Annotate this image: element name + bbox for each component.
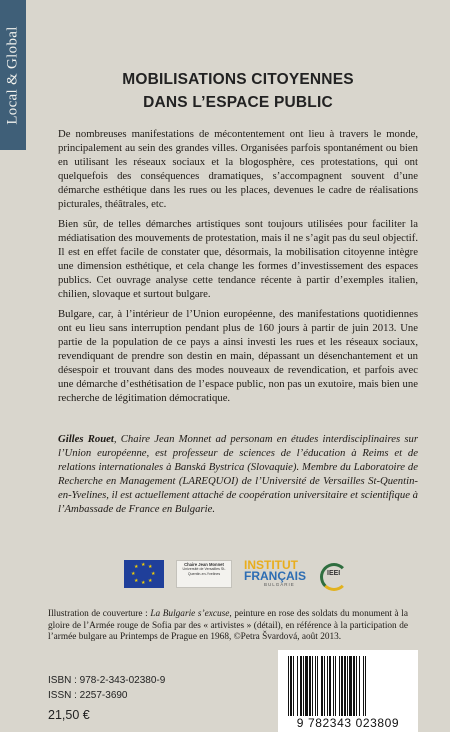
partner-logos [124, 557, 348, 591]
eu-flag-icon: ★ ★ ★ ★ ★ ★ ★ ★ [124, 560, 164, 588]
blurb-paragraph-2: Bien sûr, de telles démarches artistiques sont toujours utilisées pour faciliter la médiatisation des mouvements de protestation, mais il ne s’agit pas du seul objectif. Il est en effet facile de constater que, désormais, la mobilisation citoyenne intègre une dimension esthétique, et cela change les formes d’investissement des espaces publics. Cet ouvrage analyse cette tendance récente à partir d’exemples italien, chilien, slovaque et surtout bulgare. [58, 218, 418, 300]
series-label: Local & Global [4, 25, 21, 125]
author-bio [58, 432, 418, 516]
book-title [26, 68, 450, 114]
blurb [58, 127, 418, 411]
jean-monnet-logo [176, 560, 232, 588]
title-line-2: DANS L’ESPACE PUBLIC [143, 94, 333, 111]
credit-rest: , peinture en rose des soldats du monument à la gloire de l’Armée rouge de Sofia par des « artivistes » (détail), en référence à la participation de l’armée bulgare au Printemps de Prague en 1968, ©Petra Švardová, août 2013. [48, 609, 408, 642]
isbn: ISBN : 978-2-343-02380-9 [48, 675, 166, 686]
ieei-text: IEEI [327, 570, 341, 577]
blurb-paragraph-3: Bulgare, car, à l’intérieur de l’Union européenne, des manifestations quotidiennes ont eu lieu sans interruption pendant plus de 160 jours à partir de juin 2013. Une partie de la population de ce pays a ainsi investi les rues et les réseaux sociaux, revendiquant de prendre son destin en main, dépassant un désenchantement et un désespoir et trouvant dans des modes nouveaux de revendication, et parfois avec une démarche d’esthétisation de l’espace public, non pas un exutoire, mais bien une recherche de légitimation démocratique. [58, 308, 418, 404]
series-band [0, 0, 26, 150]
barcode [278, 650, 418, 732]
credit-artwork-title: La Bulgarie s’excuse [150, 609, 230, 619]
author-name: Gilles Rouet [58, 433, 114, 445]
barcode-number: 9 782343 023809 [296, 716, 400, 730]
ieei-arc-icon [320, 563, 348, 591]
institut-line-2: FRANÇAIS [244, 569, 306, 583]
credit-prefix: Illustration de couverture : [48, 609, 151, 619]
issn: ISSN : 2257-3690 [48, 690, 128, 701]
institut-line-3: BULGARIE [264, 582, 295, 587]
ieei-logo [318, 559, 348, 589]
institut-francais-logo [244, 560, 306, 588]
title-line-1: MOBILISATIONS CITOYENNES [122, 71, 354, 88]
price: 21,50 € [48, 708, 90, 722]
blurb-paragraph-1: De nombreuses manifestations de mécontentement ont lieu à travers le monde, principalement au sein des grandes villes. Organisées parfois spontanément ou bien en utilisant les réseaux sociaux et la blogosphère, ces protestations, qui ont quelquefois des conséquences dramatiques, s’accompagnent souvent d’une démarche esthétique dans les rues ou les places, devenues le cadre de réalisations picturales, théâtrales, etc. [58, 128, 418, 210]
barcode-bars-icon [286, 656, 410, 716]
jean-monnet-title: Chaire Jean Monnet [184, 562, 224, 567]
author-bio-text: , Chaire Jean Monnet ad personam en études interdisciplinaires sur l’Union européenne, est professeur de sciences de l’éducation à Reims et de relations internationales à Banská Bystrica (Slovaquie). Membre du Laboratoire de Recherche en Management (LAREQUOI) de l’Université de Versailles St-Quentin-en-Yvelines, il est actuellement attaché de coopération universitaire et scientifique à l’Ambassade de France en Bulgarie. [58, 433, 418, 515]
jean-monnet-text: Université de Versailles St-Quentin-en-Yvelines [182, 567, 226, 576]
cover-credit [48, 609, 408, 644]
institut-line-1: INSTITUT [244, 558, 298, 572]
